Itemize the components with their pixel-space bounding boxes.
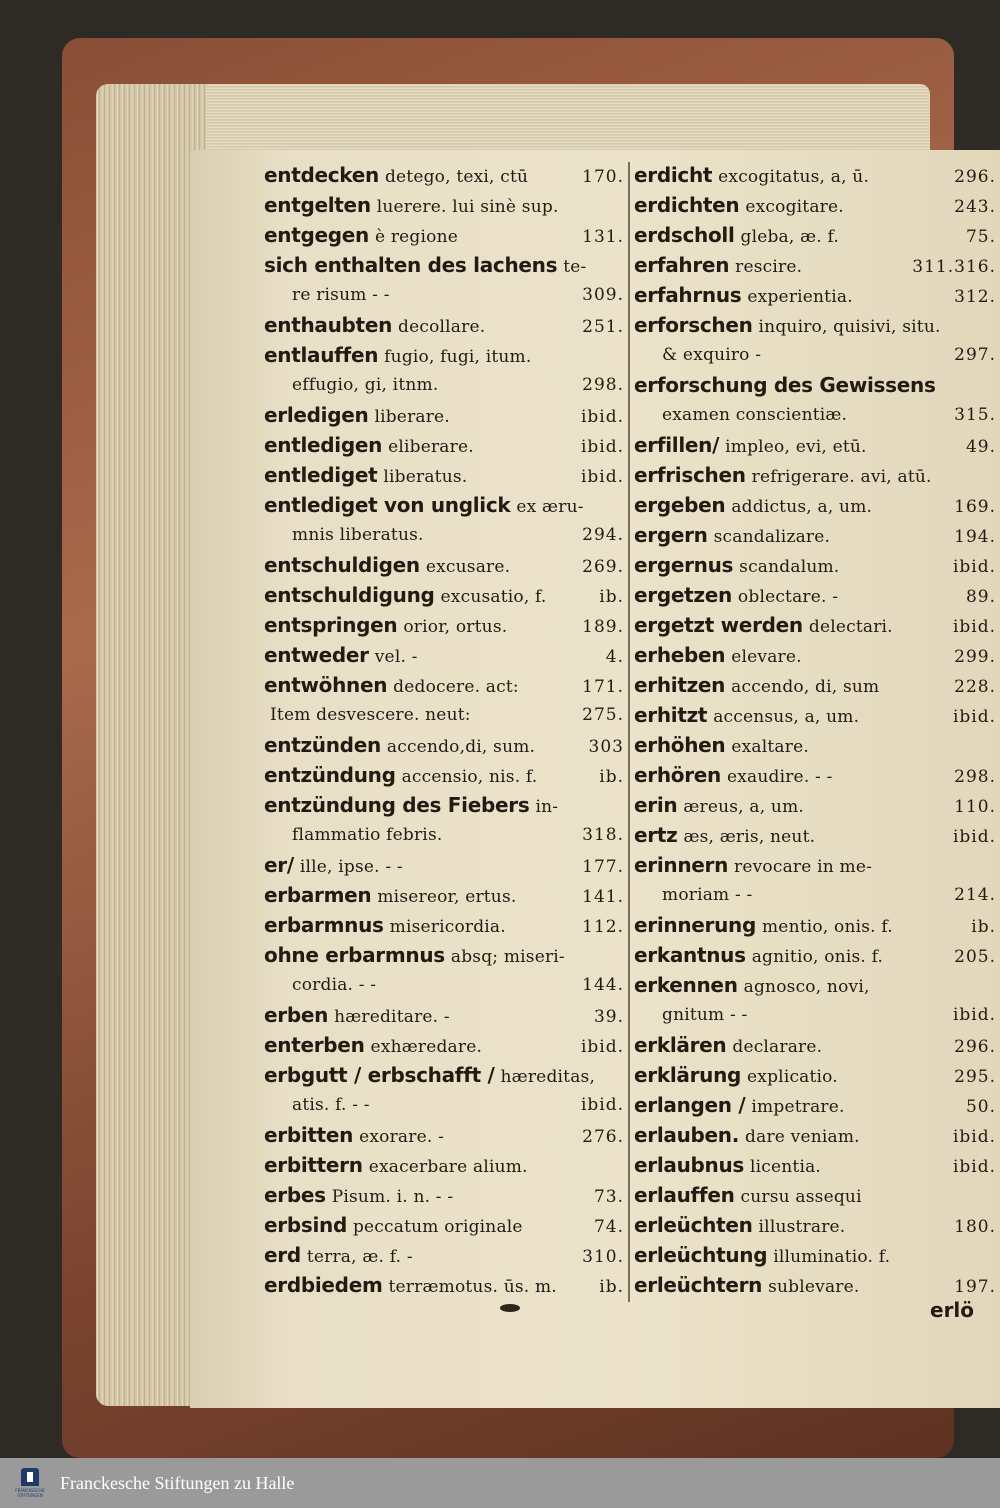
entry-headword: erfahrnus xyxy=(634,283,742,307)
dictionary-entry xyxy=(634,490,996,520)
entry-page-ref: 309. xyxy=(582,285,624,305)
dictionary-entry xyxy=(634,1120,996,1150)
entry-headword: ergernus xyxy=(634,553,734,577)
entry-translation: agnosco, novi, xyxy=(743,977,870,997)
dictionary-entry xyxy=(634,700,996,730)
entry-translation: sublevare. xyxy=(768,1277,860,1297)
dictionary-entry xyxy=(264,1210,624,1240)
dictionary-entry xyxy=(264,820,624,850)
dictionary-entry xyxy=(264,1240,624,1270)
dictionary-entry xyxy=(634,670,996,700)
entry-translation: licentia. xyxy=(750,1157,822,1177)
entry-headword: erlauffen xyxy=(634,1183,735,1207)
entry-translation: elevare. xyxy=(731,647,802,667)
entry-page-ref: 243. xyxy=(954,197,996,217)
entry-translation: gleba, æ. f. xyxy=(740,227,839,247)
entry-headword: erdscholl xyxy=(634,223,735,247)
entry-page-ref: 194. xyxy=(954,527,996,547)
entry-translation: declarare. xyxy=(732,1037,823,1057)
dictionary-entry xyxy=(634,520,996,550)
entry-headword: erforschen xyxy=(634,313,753,337)
entry-headword: ohne erbarmnus xyxy=(264,943,445,967)
entry-translation: explicatio. xyxy=(747,1067,838,1087)
entry-page-ref: 171. xyxy=(582,677,624,697)
dictionary-entry xyxy=(634,580,996,610)
entry-headword: erhitzt xyxy=(634,703,708,727)
entry-translation: hæreditas, xyxy=(500,1067,596,1087)
dictionary-entry xyxy=(264,1270,624,1300)
entry-headword: erfillen/ xyxy=(634,433,720,457)
entry-translation: dedocere. act: xyxy=(393,677,519,697)
entry-translation: Pisum. i. n. - - xyxy=(331,1187,454,1207)
entry-translation: excogitatus, a, ū. xyxy=(718,167,870,187)
entry-page-ref: 112. xyxy=(582,917,624,937)
entry-translation: terræmotus. ūs. m. xyxy=(388,1277,557,1297)
dictionary-entry xyxy=(264,430,624,460)
entry-translation: moriam - - xyxy=(662,885,753,905)
entry-translation: & exquiro - xyxy=(662,345,762,365)
dictionary-entry xyxy=(264,1090,624,1120)
entry-translation: fugio, fugi, itum. xyxy=(384,347,532,367)
dictionary-entry xyxy=(634,1180,996,1210)
entry-headword: erdichten xyxy=(634,193,740,217)
dictionary-entry xyxy=(264,760,624,790)
entry-page-ref: 177. xyxy=(582,857,624,877)
entry-headword: entgegen xyxy=(264,223,369,247)
entry-page-ref: ib. xyxy=(971,917,996,937)
entry-headword: ertz xyxy=(634,823,678,847)
dictionary-entry xyxy=(264,910,624,940)
entry-translation: addictus, a, um. xyxy=(731,497,873,517)
entry-headword: enterben xyxy=(264,1033,365,1057)
entry-translation: luerere. lui sinè sup. xyxy=(376,197,559,217)
entry-headword: entwöhnen xyxy=(264,673,388,697)
entry-page-ref: 180. xyxy=(954,1217,996,1237)
entry-page-ref: 275. xyxy=(582,705,624,725)
dictionary-entry xyxy=(634,340,996,370)
entry-translation: atis. f. - - xyxy=(292,1095,370,1115)
entry-headword: erklärung xyxy=(634,1063,742,1087)
entry-translation: impetrare. xyxy=(751,1097,845,1117)
entry-headword: erben xyxy=(264,1003,329,1027)
entry-headword: ergern xyxy=(634,523,708,547)
dictionary-entry xyxy=(634,250,996,280)
entry-headword: erdbiedem xyxy=(264,1273,383,1297)
entry-page-ref: 296. xyxy=(954,1037,996,1057)
entry-translation: rescire. xyxy=(735,257,803,277)
dictionary-entry xyxy=(634,460,996,490)
entry-page-ref: ibid. xyxy=(580,437,624,457)
dictionary-entry xyxy=(634,280,996,310)
dictionary-entry xyxy=(264,1030,624,1060)
entry-translation: vel. - xyxy=(374,647,418,667)
entry-translation: oblectare. - xyxy=(737,587,839,607)
entry-page-ref: ib. xyxy=(599,1277,624,1297)
entry-headword: entledigen xyxy=(264,433,383,457)
entry-page-ref: 295. xyxy=(954,1067,996,1087)
entry-page-ref: 141. xyxy=(582,887,624,907)
entry-headword: erlauben. xyxy=(634,1123,740,1147)
footer-caption: Franckesche Stiftungen zu Halle xyxy=(60,1472,295,1493)
dictionary-entry xyxy=(634,1060,996,1090)
entry-translation: examen conscientiæ. xyxy=(662,405,848,425)
entry-page-ref: 296. xyxy=(954,167,996,187)
entry-page-ref: 50. xyxy=(965,1097,996,1117)
entry-translation: accendo,di, sum. xyxy=(386,737,536,757)
institution-logo xyxy=(10,1463,50,1503)
entry-headword: sich enthalten des lachens xyxy=(264,253,558,277)
dictionary-entry xyxy=(264,550,624,580)
dictionary-entry xyxy=(634,370,996,400)
entry-page-ref: 318. xyxy=(582,825,624,845)
entry-translation: revocare in me- xyxy=(734,857,873,877)
dictionary-entry xyxy=(264,580,624,610)
entry-translation: excusatio, f. xyxy=(440,587,547,607)
entry-translation: hæreditare. - xyxy=(334,1007,450,1027)
dictionary-entry xyxy=(264,940,624,970)
dictionary-entry xyxy=(634,640,996,670)
entry-headword: erkennen xyxy=(634,973,738,997)
dictionary-entry xyxy=(264,310,624,340)
printer-ornament xyxy=(500,1304,520,1312)
dictionary-entry xyxy=(264,280,624,310)
entry-translation: re risum - - xyxy=(292,285,390,305)
entry-translation: decollare. xyxy=(398,317,486,337)
entry-headword: erbsind xyxy=(264,1213,347,1237)
footer-bar xyxy=(0,1458,1000,1508)
entry-page-ref: 197. xyxy=(954,1277,996,1297)
entry-page-ref: 298. xyxy=(954,767,996,787)
entry-translation: experientia. xyxy=(747,287,853,307)
entry-headword: ergetzen xyxy=(634,583,732,607)
entry-translation: misereor, ertus. xyxy=(377,887,517,907)
entry-headword: enthaubten xyxy=(264,313,393,337)
entry-page-ref: ibid. xyxy=(580,1095,624,1115)
dictionary-entry xyxy=(634,190,996,220)
dictionary-entry xyxy=(264,730,624,760)
entry-page-ref: 315. xyxy=(954,405,996,425)
dictionary-entry xyxy=(634,940,996,970)
entry-headword: erlaubnus xyxy=(634,1153,745,1177)
entry-page-ref: 144. xyxy=(582,975,624,995)
entry-translation: excogitare. xyxy=(745,197,844,217)
dictionary-entry xyxy=(634,550,996,580)
entry-translation: scandalum. xyxy=(739,557,840,577)
dictionary-entry xyxy=(634,430,996,460)
entry-translation: liberatus. xyxy=(383,467,468,487)
dictionary-entry xyxy=(264,490,624,520)
dictionary-entry xyxy=(264,790,624,820)
dictionary-entry xyxy=(634,910,996,940)
entry-page-ref: ibid. xyxy=(952,617,996,637)
entry-translation: scandalizare. xyxy=(713,527,831,547)
dictionary-entry xyxy=(634,610,996,640)
entry-page-ref: 131. xyxy=(582,227,624,247)
entry-headword: entschuldigen xyxy=(264,553,420,577)
catchword: erlö xyxy=(930,1298,975,1322)
entry-page-ref: 75. xyxy=(965,227,996,247)
dictionary-entry xyxy=(264,220,624,250)
entry-headword: entlediget von unglick xyxy=(264,493,511,517)
entry-page-ref: 74. xyxy=(593,1217,624,1237)
entry-translation: illuminatio. f. xyxy=(773,1247,891,1267)
entry-page-ref: 110. xyxy=(954,797,996,817)
left-column xyxy=(264,160,624,1300)
entry-headword: entzünden xyxy=(264,733,381,757)
dictionary-entry xyxy=(264,520,624,550)
entry-translation: exaudire. - - xyxy=(726,767,833,787)
dictionary-entry xyxy=(264,670,624,700)
entry-headword: erinnern xyxy=(634,853,729,877)
entry-translation: orior, ortus. xyxy=(403,617,508,637)
dictionary-entry xyxy=(264,460,624,490)
entry-translation: cursu assequi xyxy=(740,1187,862,1207)
entry-page-ref: 303 xyxy=(588,737,624,757)
entry-translation: exhæredare. xyxy=(370,1037,483,1057)
entry-translation: flammatio febris. xyxy=(292,825,443,845)
entry-headword: erleüchtung xyxy=(634,1243,768,1267)
dictionary-entry xyxy=(264,340,624,370)
entry-headword: erbitten xyxy=(264,1123,354,1147)
entry-translation: te- xyxy=(563,257,587,277)
dictionary-entry xyxy=(634,1090,996,1120)
dictionary-entry xyxy=(264,1150,624,1180)
dictionary-entry xyxy=(634,1000,996,1030)
entry-translation: accendo, di, sum xyxy=(731,677,880,697)
entry-page-ref: 269. xyxy=(582,557,624,577)
entry-headword: erfrischen xyxy=(634,463,746,487)
entry-translation: mentio, onis. f. xyxy=(761,917,893,937)
dictionary-entry xyxy=(634,730,996,760)
entry-page-ref: ibid. xyxy=(952,557,996,577)
entry-page-ref: 214. xyxy=(954,885,996,905)
entry-translation: gnitum - - xyxy=(662,1005,748,1025)
dictionary-entry xyxy=(264,190,624,220)
entry-translation: excusare. xyxy=(425,557,511,577)
entry-headword: entgelten xyxy=(264,193,371,217)
dictionary-entry xyxy=(264,1180,624,1210)
dictionary-entry xyxy=(264,640,624,670)
entry-translation: accensus, a, um. xyxy=(713,707,860,727)
entry-page-ref: ibid. xyxy=(580,467,624,487)
entry-headword: erbgutt / erbschafft / xyxy=(264,1063,495,1087)
entry-headword: entzündung xyxy=(264,763,396,787)
entry-page-ref: ibid. xyxy=(580,407,624,427)
entry-translation: delectari. xyxy=(808,617,893,637)
entry-headword: entlauffen xyxy=(264,343,379,367)
entry-headword: erbarmen xyxy=(264,883,372,907)
entry-page-ref: 169. xyxy=(954,497,996,517)
dictionary-entry xyxy=(634,1210,996,1240)
dictionary-entry xyxy=(264,1120,624,1150)
entry-headword: erleüchtern xyxy=(634,1273,763,1297)
entry-page-ref: 228. xyxy=(954,677,996,697)
entry-translation: æs, æris, neut. xyxy=(683,827,816,847)
entry-page-ref: ibid. xyxy=(952,827,996,847)
entry-page-ref: 170. xyxy=(582,167,624,187)
entry-translation: è regione xyxy=(374,227,458,247)
entry-page-ref: 4. xyxy=(605,647,624,667)
entry-headword: erlangen / xyxy=(634,1093,746,1117)
dictionary-entry xyxy=(634,1150,996,1180)
entry-page-ref: ib. xyxy=(599,767,624,787)
dictionary-entry xyxy=(634,220,996,250)
entry-headword: erheben xyxy=(634,643,726,667)
dictionary-entry xyxy=(264,160,624,190)
entry-headword: erin xyxy=(634,793,678,817)
column-divider xyxy=(628,162,630,1302)
dictionary-entry xyxy=(264,880,624,910)
entry-translation: eliberare. xyxy=(388,437,474,457)
entry-page-ref: 298. xyxy=(582,375,624,395)
entry-headword: erforschung des Gewissens xyxy=(634,373,936,397)
entry-translation: illustrare. xyxy=(758,1217,846,1237)
logo-icon xyxy=(21,1468,39,1486)
dictionary-entry xyxy=(634,760,996,790)
entry-translation: Item desvescere. neut: xyxy=(270,705,471,725)
dictionary-entry xyxy=(634,850,996,880)
entry-headword: ergetzt werden xyxy=(634,613,803,637)
entry-headword: entschuldigung xyxy=(264,583,435,607)
entry-page-ref: ib. xyxy=(599,587,624,607)
entry-headword: erd xyxy=(264,1243,301,1267)
entry-page-ref: 49. xyxy=(965,437,996,457)
entry-page-ref: ibid. xyxy=(952,1157,996,1177)
dictionary-entry xyxy=(264,400,624,430)
entry-translation: effugio, gi, itnm. xyxy=(292,375,439,395)
entry-page-ref: 297. xyxy=(954,345,996,365)
entry-translation: detego, texi, ctū xyxy=(384,167,529,187)
entry-translation: agnitio, onis. f. xyxy=(751,947,884,967)
dictionary-entry xyxy=(634,790,996,820)
dictionary-entry xyxy=(264,850,624,880)
entry-translation: exacerbare alium. xyxy=(368,1157,528,1177)
entry-translation: misericordia. xyxy=(389,917,506,937)
dictionary-entry xyxy=(634,160,996,190)
entry-page-ref: 310. xyxy=(582,1247,624,1267)
entry-translation: peccatum originale xyxy=(352,1217,523,1237)
dictionary-entry xyxy=(264,1060,624,1090)
dictionary-entry xyxy=(634,1270,996,1300)
entry-page-ref: 311.316. xyxy=(912,257,996,277)
entry-page-ref: 299. xyxy=(954,647,996,667)
dictionary-entry xyxy=(264,250,624,280)
entry-headword: entdecken xyxy=(264,163,379,187)
entry-page-ref: ibid. xyxy=(580,1037,624,1057)
entry-translation: mnis liberatus. xyxy=(292,525,424,545)
entry-translation: refrigerare. avi, atū. xyxy=(751,467,932,487)
entry-headword: entlediget xyxy=(264,463,378,487)
entry-headword: erbittern xyxy=(264,1153,363,1177)
entry-page-ref: 312. xyxy=(954,287,996,307)
dictionary-entry xyxy=(634,970,996,1000)
entry-headword: erklären xyxy=(634,1033,727,1057)
dictionary-entry xyxy=(264,610,624,640)
entry-page-ref: 294. xyxy=(582,525,624,545)
entry-translation: absq; miseri- xyxy=(450,947,565,967)
dictionary-entry xyxy=(634,820,996,850)
dictionary-entry xyxy=(264,970,624,1000)
entry-headword: erhitzen xyxy=(634,673,726,697)
dictionary-entry xyxy=(634,400,996,430)
dictionary-entry xyxy=(634,1030,996,1060)
entry-headword: erdicht xyxy=(634,163,713,187)
entry-translation: exaltare. xyxy=(731,737,809,757)
entry-headword: erhöhen xyxy=(634,733,726,757)
dictionary-entry xyxy=(264,700,624,730)
entry-page-ref: 205. xyxy=(954,947,996,967)
entry-translation: inquiro, quisivi, situ. xyxy=(758,317,941,337)
entry-page-ref: 189. xyxy=(582,617,624,637)
entry-headword: entweder xyxy=(264,643,369,667)
entry-translation: terra, æ. f. - xyxy=(306,1247,413,1267)
right-column xyxy=(634,160,996,1300)
entry-translation: ille, ipse. - - xyxy=(299,857,403,877)
entry-translation: impleo, evi, etū. xyxy=(725,437,867,457)
entry-headword: entspringen xyxy=(264,613,398,637)
entry-page-ref: ibid. xyxy=(952,707,996,727)
dictionary-entry xyxy=(634,310,996,340)
dictionary-entry xyxy=(264,1000,624,1030)
entry-headword: erleüchten xyxy=(634,1213,753,1237)
entry-headword: erfahren xyxy=(634,253,730,277)
entry-page-ref: 276. xyxy=(582,1127,624,1147)
dictionary-entry xyxy=(634,880,996,910)
entry-headword: erbarmnus xyxy=(264,913,384,937)
entry-headword: ergeben xyxy=(634,493,726,517)
entry-page-ref: 89. xyxy=(965,587,996,607)
entry-page-ref: ibid. xyxy=(952,1005,996,1025)
entry-headword: erledigen xyxy=(264,403,369,427)
entry-translation: dare veniam. xyxy=(745,1127,860,1147)
entry-headword: er/ xyxy=(264,853,294,877)
entry-headword: erkantnus xyxy=(634,943,746,967)
entry-translation: ex æru- xyxy=(516,497,584,517)
entry-page-ref: 73. xyxy=(593,1187,624,1207)
entry-headword: erbes xyxy=(264,1183,326,1207)
entry-translation: in- xyxy=(535,797,559,817)
entry-headword: erhören xyxy=(634,763,721,787)
entry-translation: liberare. xyxy=(374,407,450,427)
entry-page-ref: 251. xyxy=(582,317,624,337)
entry-translation: cordia. - - xyxy=(292,975,377,995)
logo-text: FRANCKESCHE STIFTUNGEN xyxy=(15,1488,45,1498)
entry-headword: erinnerung xyxy=(634,913,756,937)
dictionary-entry xyxy=(264,370,624,400)
entry-page-ref: 39. xyxy=(593,1007,624,1027)
entry-headword: entzündung des Fiebers xyxy=(264,793,530,817)
entry-translation: exorare. - xyxy=(359,1127,445,1147)
entry-translation: æreus, a, um. xyxy=(683,797,804,817)
entry-translation: accensio, nis. f. xyxy=(401,767,538,787)
dictionary-entry xyxy=(634,1240,996,1270)
entry-page-ref: ibid. xyxy=(952,1127,996,1147)
